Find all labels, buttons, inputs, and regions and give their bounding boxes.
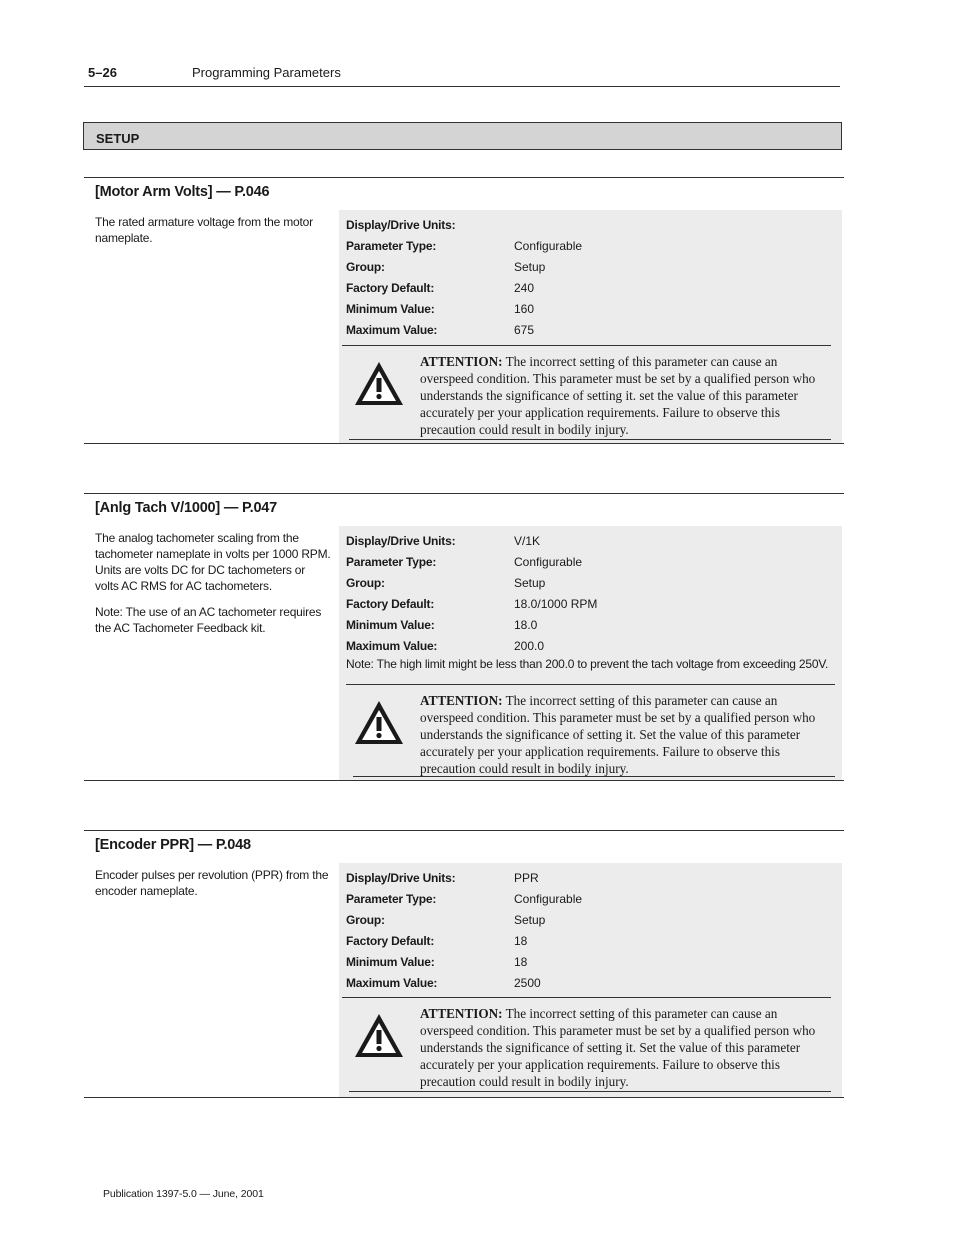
section-label: SETUP bbox=[96, 131, 140, 146]
parameter-title: [Anlg Tach V/1000] — P.047 bbox=[95, 500, 278, 516]
row-parameter-type bbox=[346, 888, 836, 909]
row-value: Setup bbox=[514, 576, 546, 590]
section-banner bbox=[83, 122, 842, 150]
row-display-units bbox=[346, 867, 836, 888]
parameter-rows bbox=[346, 867, 836, 993]
attention-label: ATTENTION: bbox=[420, 1006, 503, 1021]
attention-label: ATTENTION: bbox=[420, 693, 503, 708]
parameter-description bbox=[95, 214, 331, 256]
row-maximum-value bbox=[346, 635, 836, 656]
row-parameter-type bbox=[346, 551, 836, 572]
parameter-block-p047 bbox=[84, 493, 844, 781]
row-label: Parameter Type: bbox=[346, 892, 437, 906]
row-label: Factory Default: bbox=[346, 281, 435, 295]
attention-body: The incorrect setting of this parameter can cause an overspeed condition. This parameter must be set by a qualified person who understands the significance of setting it. Set the value of this parameter accurately per your application requirements. Failure to observe this precaution could result in bodily injury. bbox=[420, 693, 816, 776]
row-value: 675 bbox=[514, 323, 535, 337]
row-value: 200.0 bbox=[514, 639, 545, 653]
row-label: Maximum Value: bbox=[346, 639, 438, 653]
row-label: Parameter Type: bbox=[346, 239, 437, 253]
publication-footer: Publication 1397-5.0 — June, 2001 bbox=[103, 1188, 264, 1200]
row-label: Group: bbox=[346, 576, 385, 590]
row-value: 160 bbox=[514, 302, 535, 316]
row-label: Factory Default: bbox=[346, 934, 435, 948]
row-label: Display/Drive Units: bbox=[346, 218, 456, 232]
row-factory-default bbox=[346, 930, 836, 951]
row-minimum-value bbox=[346, 951, 836, 972]
row-value: 18 bbox=[514, 934, 528, 948]
parameter-block-p046 bbox=[84, 177, 844, 444]
row-label: Minimum Value: bbox=[346, 618, 435, 632]
parameter-title: [Encoder PPR] — P.048 bbox=[95, 837, 251, 853]
row-label: Group: bbox=[346, 913, 385, 927]
description-paragraph: Encoder pulses per revolution (PPR) from the encoder nameplate. bbox=[95, 868, 329, 898]
row-label: Maximum Value: bbox=[346, 976, 438, 990]
attention-bottom-rule bbox=[349, 439, 831, 440]
parameter-description bbox=[95, 867, 331, 909]
row-minimum-value bbox=[346, 614, 836, 635]
description-paragraph: Note: The use of an AC tachometer requires the AC Tachometer Feedback kit. bbox=[95, 605, 322, 635]
row-label: Factory Default: bbox=[346, 597, 435, 611]
attention-body: The incorrect setting of this parameter can cause an overspeed condition. This parameter must be set by a qualified person who understands the significance of setting it. set the value of this parameter accurately per your application requirements. Failure to observe this precaution could result in bodily injury. bbox=[420, 354, 816, 437]
warning-triangle-icon bbox=[352, 359, 406, 409]
row-group bbox=[346, 256, 836, 277]
parameter-rows bbox=[346, 214, 836, 340]
attention-bottom-rule bbox=[349, 1091, 831, 1092]
attention-box bbox=[342, 345, 831, 440]
row-value: 18.0 bbox=[514, 618, 538, 632]
row-minimum-value bbox=[346, 298, 836, 319]
parameter-description bbox=[95, 530, 331, 646]
attention-bottom-rule bbox=[353, 776, 835, 777]
attention-text bbox=[420, 692, 830, 777]
row-value: 18 bbox=[514, 955, 528, 969]
row-label: Group: bbox=[346, 260, 385, 274]
row-label: Display/Drive Units: bbox=[346, 871, 456, 885]
row-label: Display/Drive Units: bbox=[346, 534, 456, 548]
parameter-rows bbox=[346, 530, 836, 656]
description-paragraph: The analog tachometer scaling from the tachometer nameplate in volts per 1000 RPM. Units are volts DC for DC tachometers or volts AC RMS for AC tachometers. bbox=[95, 531, 331, 593]
page-number: 5–26 bbox=[88, 65, 117, 80]
parameter-title: [Motor Arm Volts] — P.046 bbox=[95, 184, 270, 200]
row-value: 18.0/1000 RPM bbox=[514, 597, 598, 611]
row-value: PPR bbox=[514, 871, 539, 885]
row-label: Maximum Value: bbox=[346, 323, 438, 337]
attention-text bbox=[420, 353, 830, 438]
attention-box bbox=[346, 684, 835, 777]
row-label: Minimum Value: bbox=[346, 302, 435, 316]
attention-body: The incorrect setting of this parameter can cause an overspeed condition. This parameter must be set by a qualified person who understands the significance of setting it. Set the value of this parameter accurately per your application requirements. Failure to observe this precaution could result in bodily injury. bbox=[420, 1006, 816, 1089]
description-paragraph: The rated armature voltage from the motor nameplate. bbox=[95, 215, 313, 245]
parameter-block-p048 bbox=[84, 830, 844, 1098]
parameter-note: Note: The high limit might be less than 200.0 to prevent the tach voltage from exceeding 250V. bbox=[346, 657, 829, 671]
row-display-units bbox=[346, 530, 836, 551]
parameter-details-panel bbox=[339, 863, 842, 1097]
row-parameter-type bbox=[346, 235, 836, 256]
row-value: 2500 bbox=[514, 976, 541, 990]
row-value: Setup bbox=[514, 913, 546, 927]
row-group bbox=[346, 909, 836, 930]
row-value: V/1K bbox=[514, 534, 541, 548]
row-maximum-value bbox=[346, 319, 836, 340]
row-factory-default bbox=[346, 277, 836, 298]
row-label: Minimum Value: bbox=[346, 955, 435, 969]
attention-label: ATTENTION: bbox=[420, 354, 503, 369]
row-factory-default bbox=[346, 593, 836, 614]
row-display-units bbox=[346, 214, 836, 235]
row-value: Configurable bbox=[514, 239, 583, 253]
page-header bbox=[84, 60, 840, 87]
warning-triangle-icon bbox=[352, 1011, 406, 1061]
row-value: Setup bbox=[514, 260, 546, 274]
row-maximum-value bbox=[346, 972, 836, 993]
row-label: Parameter Type: bbox=[346, 555, 437, 569]
warning-triangle-icon bbox=[352, 698, 406, 748]
attention-text bbox=[420, 1005, 830, 1090]
row-value: Configurable bbox=[514, 892, 583, 906]
row-value: Configurable bbox=[514, 555, 583, 569]
row-group bbox=[346, 572, 836, 593]
parameter-details-panel bbox=[339, 526, 842, 780]
attention-box bbox=[342, 997, 831, 1092]
chapter-title: Programming Parameters bbox=[192, 65, 341, 80]
row-value: 240 bbox=[514, 281, 535, 295]
parameter-details-panel bbox=[339, 210, 842, 443]
